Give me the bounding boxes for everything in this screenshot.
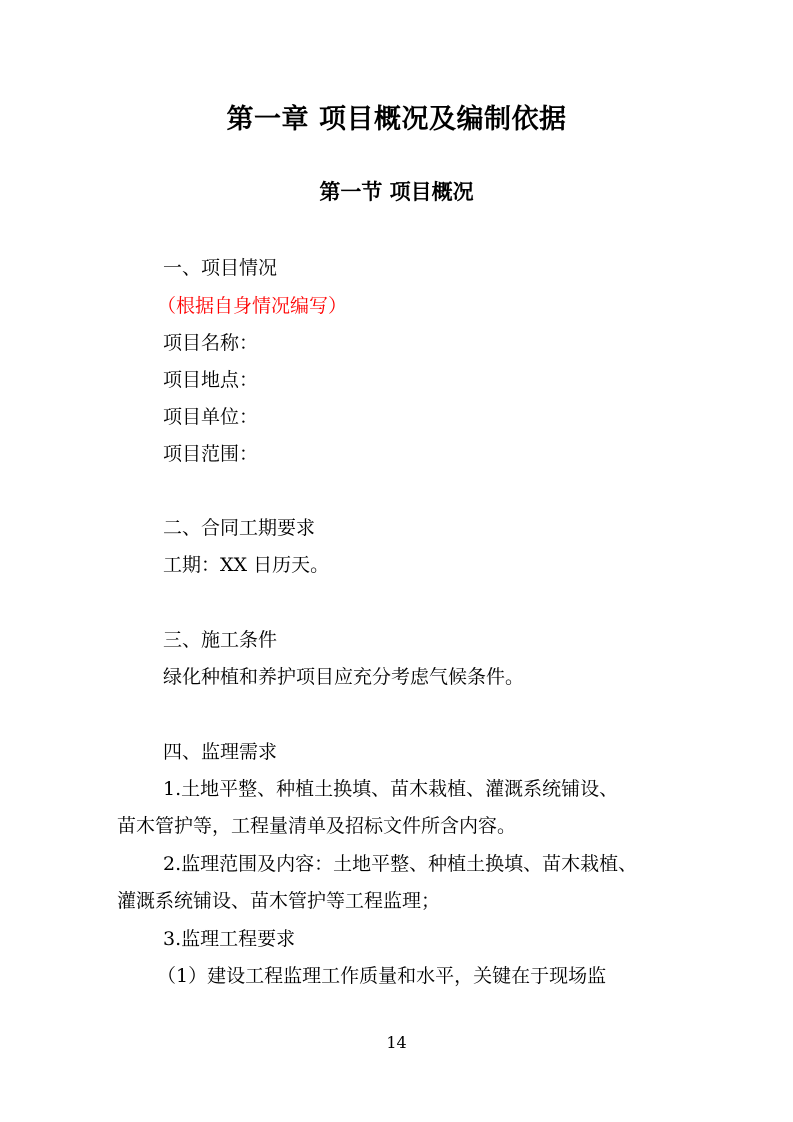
section-heading-supervision-needs: 四、监理需求 [163,741,278,763]
chapter-title: 第一章 项目概况及编制依据 [226,104,567,135]
construction-conditions-text: 绿化种植和养护项目应充分考虑气候条件。 [163,666,525,688]
field-project-name: 项目名称： [163,332,259,354]
field-project-unit: 项目单位： [163,406,259,428]
supervision-item-1-line-2: 苗木管护等，工程量清单及招标文件所含内容。 [117,815,517,837]
field-project-location: 项目地点： [163,369,259,391]
section-heading-project-info: 一、项目情况 [163,257,278,279]
supervision-item-4: （1）建设工程监理工作质量和水平，关键在于现场监 [157,965,607,987]
field-project-scope: 项目范围： [163,443,259,465]
supervision-item-1-line-1: 1.土地平整、种植土换填、苗木栽植、灌溉系统铺设、 [163,778,619,800]
supervision-item-2-line-1: 2.监理范围及内容：土地平整、种植土换填、苗木栽植、 [163,853,638,875]
section-title: 第一节 项目概况 [319,179,474,204]
section-heading-construction-conditions: 三、施工条件 [163,629,278,651]
page-number: 14 [386,1033,407,1052]
supervision-item-3: 3.监理工程要求 [163,928,296,950]
section-heading-contract-period: 二、合同工期要求 [163,517,316,539]
supervision-item-2-line-2: 灌溉系统铺设、苗木管护等工程监理； [117,890,441,912]
edit-note: （根据自身情况编写） [157,295,348,317]
contract-period-text: 工期：XX 日历天。 [163,554,330,576]
